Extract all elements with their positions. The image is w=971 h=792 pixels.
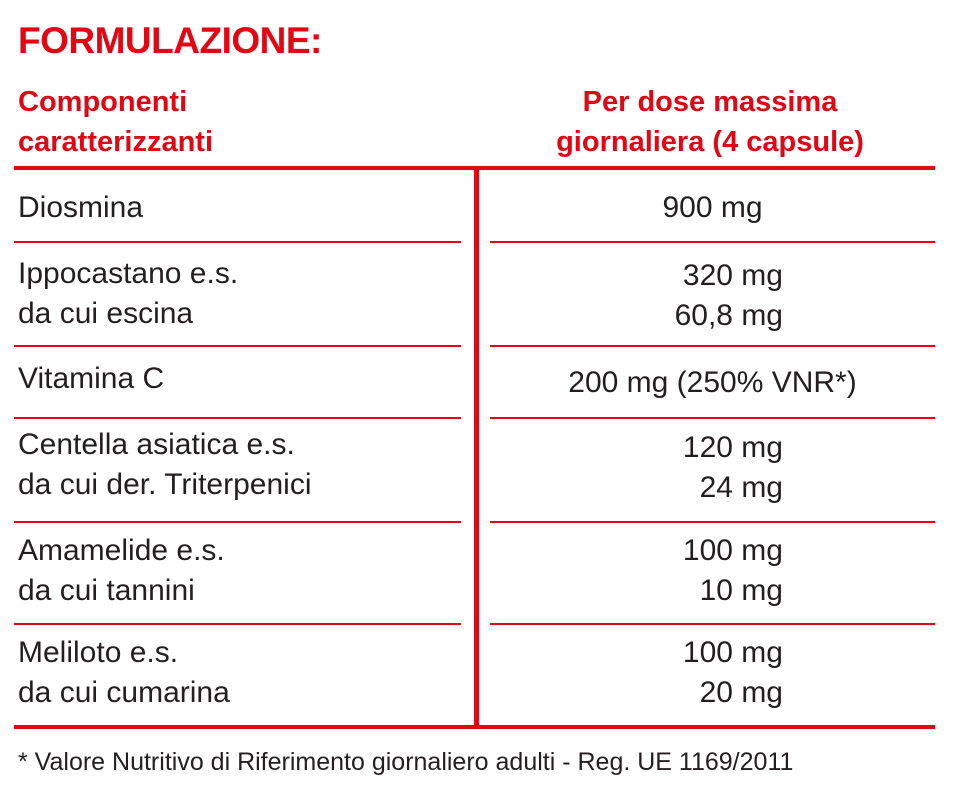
row-divider — [14, 417, 461, 419]
title: FORMULAZIONE: — [18, 20, 322, 61]
row-centella-name — [18, 425, 463, 505]
header-dose-line-1: Per dose massima — [582, 86, 838, 118]
component-name: Meliloto e.s. — [18, 636, 179, 669]
header-dose — [480, 82, 940, 162]
component-dose: 100 mg — [682, 636, 783, 669]
component-dose: 200 mg (250% VNR*) — [568, 366, 857, 399]
column-divider — [474, 168, 479, 728]
row-divider — [14, 521, 461, 523]
component-name: Ippocastano e.s. — [18, 257, 239, 290]
row-divider — [490, 417, 935, 419]
component-name: Diosmina — [18, 191, 144, 224]
row-ippocastano-name — [18, 254, 463, 334]
component-dose: 900 mg — [662, 191, 763, 224]
row-divider — [490, 521, 935, 523]
component-subdose: 10 mg — [699, 574, 783, 607]
footnote: * Valore Nutritivo di Riferimento giornaliero adulti - Reg. UE 1169/2011 — [18, 748, 794, 776]
table-bottom-border — [14, 725, 935, 729]
component-name: Vitamina C — [18, 362, 165, 395]
row-divider — [14, 241, 461, 243]
row-meliloto-name — [18, 633, 463, 713]
component-subdose: 60,8 mg — [674, 299, 783, 332]
row-divider — [14, 345, 461, 347]
component-subname: da cui escina — [18, 297, 194, 330]
header-components-line-1: Componenti — [18, 86, 188, 118]
component-dose: 120 mg — [682, 431, 783, 464]
row-diosmina-name — [18, 188, 463, 228]
row-vitamina-c-name — [18, 359, 463, 399]
row-divider — [490, 345, 935, 347]
component-dose: 320 mg — [682, 259, 783, 292]
header-components-line-2: caratterizzanti — [18, 126, 214, 158]
component-name: Centella asiatica e.s. — [18, 428, 295, 461]
row-ippocastano-dose — [490, 256, 935, 336]
row-vitamina-c-dose — [490, 363, 935, 403]
row-meliloto-dose — [490, 633, 935, 713]
row-divider — [490, 241, 935, 243]
row-amamelide-name — [18, 531, 463, 611]
component-subname: da cui tannini — [18, 574, 195, 607]
component-subdose: 20 mg — [699, 676, 783, 709]
component-name: Amamelide e.s. — [18, 534, 225, 567]
component-subdose: 24 mg — [699, 471, 783, 504]
component-subname: da cui cumarina — [18, 676, 230, 709]
row-divider — [490, 623, 935, 625]
component-subname: da cui der. Triterpenici — [18, 468, 312, 501]
row-amamelide-dose — [490, 531, 935, 611]
component-dose: 100 mg — [682, 534, 783, 567]
header-components — [18, 82, 458, 162]
row-diosmina-dose — [490, 188, 935, 228]
row-centella-dose — [490, 428, 935, 508]
header-dose-line-2: giornaliera (4 capsule) — [556, 126, 864, 158]
row-divider — [14, 623, 461, 625]
